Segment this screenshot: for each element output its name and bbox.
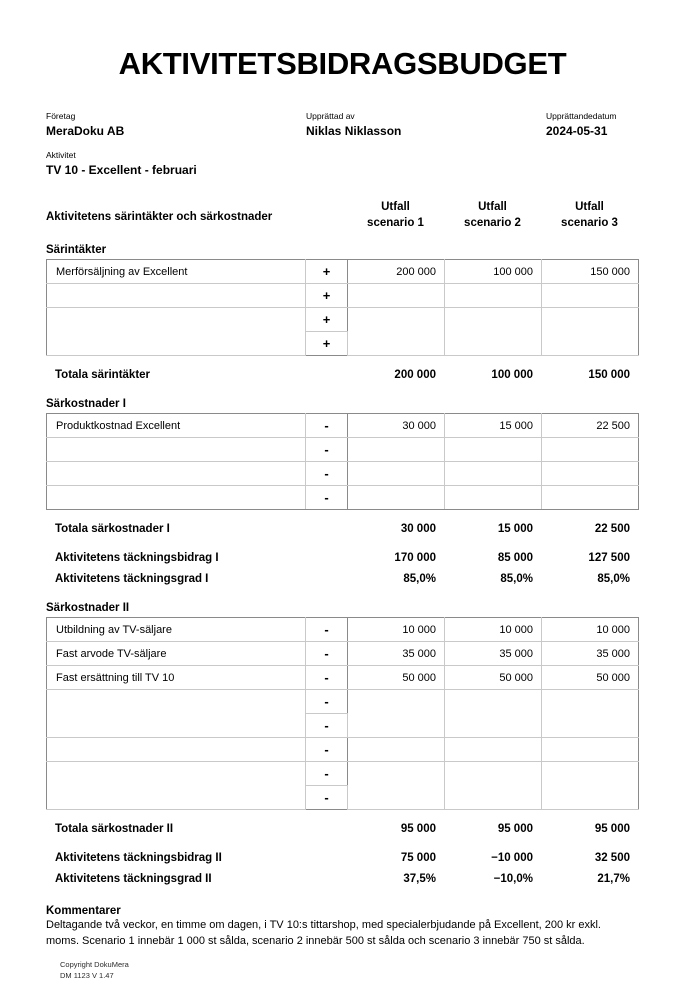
row-value-scenario-2[interactable]: 35 000: [445, 642, 542, 666]
row-description[interactable]: Fast arvode TV-säljare: [47, 642, 306, 666]
row-description[interactable]: [47, 308, 306, 356]
row-description[interactable]: [47, 438, 306, 462]
contribution-2-scenario-1: 75 000: [400, 851, 436, 864]
row-value-scenario-1[interactable]: [348, 308, 445, 356]
row-sign: -: [306, 738, 348, 762]
row-description[interactable]: [47, 762, 306, 810]
date-value: 2024-05-31: [546, 123, 608, 138]
total-costs-1-scenario-3: 22 500: [594, 522, 630, 535]
contribution-2-row: [46, 847, 639, 868]
metadata-author: [306, 111, 546, 139]
contribution-1-scenario-3: 127 500: [588, 551, 630, 564]
footer-document-id: DM 1123 V 1.47: [60, 971, 114, 981]
row-value-scenario-3[interactable]: 150 000: [542, 260, 639, 284]
metadata-row-activity: [46, 150, 639, 178]
margin-1-label: Aktivitetens täckningsgrad I: [55, 572, 209, 585]
row-sign: -: [306, 762, 348, 786]
column-header-scenario-1: [347, 200, 444, 231]
revenues-table: [46, 259, 639, 356]
table-row[interactable]: [47, 414, 639, 438]
row-value-scenario-3[interactable]: [542, 308, 639, 356]
margin-1-scenario-2: 85,0%: [500, 572, 533, 585]
total-costs-1-label: Totala särkostnader I: [55, 522, 170, 535]
row-value-scenario-2[interactable]: [445, 762, 542, 810]
margin-1-scenario-1: 85,0%: [403, 572, 436, 585]
table-row[interactable]: [47, 284, 639, 308]
costs-2-table: [46, 617, 639, 810]
margin-2-label: Aktivitetens täckningsgrad II: [55, 872, 212, 885]
total-costs-2-scenario-2: 95 000: [497, 822, 533, 835]
comments-section: [46, 905, 639, 949]
row-value-scenario-2[interactable]: [445, 462, 542, 486]
row-description[interactable]: Fast ersättning till TV 10: [47, 666, 306, 690]
margin-2-row: [46, 868, 639, 889]
column-header-scenario-2: [444, 200, 541, 231]
margin-1-scenario-3: 85,0%: [597, 572, 630, 585]
metadata-date: [546, 111, 639, 139]
costs-1-table: [46, 413, 639, 510]
metadata-row-primary: [46, 111, 639, 139]
row-value-scenario-1[interactable]: [348, 438, 445, 462]
row-value-scenario-2[interactable]: [445, 438, 542, 462]
table-row[interactable]: [47, 762, 639, 786]
total-costs-1-scenario-2: 15 000: [497, 522, 533, 535]
row-sign: -: [306, 462, 348, 486]
total-costs-2-label: Totala särkostnader II: [55, 822, 174, 835]
scenario-1-line2: scenario 1: [367, 216, 424, 229]
row-value-scenario-3[interactable]: 50 000: [542, 666, 639, 690]
row-sign: -: [306, 714, 348, 738]
row-value-scenario-1[interactable]: [348, 738, 445, 762]
total-revenues-scenario-1: 200 000: [394, 368, 436, 381]
row-sign: +: [306, 332, 348, 356]
author-label: Upprättad av: [306, 110, 355, 121]
total-revenues-scenario-3: 150 000: [588, 368, 630, 381]
total-revenues-label: Totala särintäkter: [55, 368, 151, 381]
section-label-revenues: Särintäkter: [46, 244, 107, 257]
total-costs-2-row: [46, 818, 639, 839]
row-value-scenario-3[interactable]: [542, 284, 639, 308]
row-value-scenario-3[interactable]: [542, 462, 639, 486]
row-value-scenario-1[interactable]: 35 000: [348, 642, 445, 666]
row-value-scenario-1[interactable]: [348, 284, 445, 308]
section-label-costs-2: Särkostnader II: [46, 602, 130, 615]
row-sign: -: [306, 486, 348, 510]
company-label: Företag: [46, 110, 76, 121]
margin-2-scenario-3: 21,7%: [597, 872, 630, 885]
row-sign: -: [306, 642, 348, 666]
footer: [60, 960, 129, 982]
row-description[interactable]: [47, 462, 306, 486]
table-row[interactable]: [47, 462, 639, 486]
row-sign: -: [306, 786, 348, 810]
row-description[interactable]: [47, 690, 306, 738]
column-header-scenario-3: [541, 200, 638, 231]
row-sign: +: [306, 284, 348, 308]
total-costs-2-scenario-1: 95 000: [400, 822, 436, 835]
scenario-3-line1: Utfall: [575, 201, 604, 214]
table-row[interactable]: [47, 642, 639, 666]
row-value-scenario-3[interactable]: 35 000: [542, 642, 639, 666]
row-value-scenario-1[interactable]: [348, 690, 445, 738]
row-value-scenario-1[interactable]: [348, 462, 445, 486]
page-title: AKTIVITETSBIDRAGSBUDGET: [118, 46, 567, 81]
row-sign: -: [306, 438, 348, 462]
row-value-scenario-3[interactable]: 22 500: [542, 414, 639, 438]
row-sign: -: [306, 690, 348, 714]
contribution-1-row: [46, 547, 639, 568]
footer-copyright: Copyright DokuMera: [60, 960, 129, 970]
activity-label: Aktivitet: [46, 149, 76, 160]
row-value-scenario-1[interactable]: [348, 486, 445, 510]
row-value-scenario-1[interactable]: [348, 762, 445, 810]
margin-2-scenario-1: 37,5%: [403, 872, 436, 885]
contribution-2-scenario-3: 32 500: [594, 851, 630, 864]
table-header-title: Aktivitetens särintäkter och särkostnader: [46, 211, 273, 224]
contribution-2-label: Aktivitetens täckningsbidrag II: [55, 851, 222, 864]
comments-body[interactable]: Deltagande två veckor, en timme om dagen, i TV 10:s tittarshop, med specialerbjudande på Excellent, 200 kr exkl. moms. Scenario 1 innebär 1 000 st sålda, scenario 2 innebär 500 st sålda och scenario 3 innebär 750 st sålda.: [46, 919, 601, 947]
row-description[interactable]: [47, 486, 306, 510]
row-value-scenario-1[interactable]: 10 000: [348, 618, 445, 642]
scenario-3-line2: scenario 3: [561, 216, 618, 229]
row-value-scenario-2[interactable]: 100 000: [445, 260, 542, 284]
total-revenues-scenario-2: 100 000: [491, 368, 533, 381]
row-sign: -: [306, 414, 348, 438]
contribution-1-label: Aktivitetens täckningsbidrag I: [55, 551, 219, 564]
row-value-scenario-2[interactable]: [445, 308, 542, 356]
contribution-1-scenario-1: 170 000: [394, 551, 436, 564]
row-value-scenario-3[interactable]: 10 000: [542, 618, 639, 642]
scenario-2-line2: scenario 2: [464, 216, 521, 229]
section-label-costs-1: Särkostnader I: [46, 398, 126, 411]
margin-1-row: [46, 568, 639, 589]
row-sign: -: [306, 618, 348, 642]
row-value-scenario-2[interactable]: 50 000: [445, 666, 542, 690]
margin-2-scenario-2: −10,0%: [493, 872, 533, 885]
table-column-headers: [46, 200, 639, 231]
contribution-2-scenario-2: −10 000: [491, 851, 533, 864]
row-value-scenario-1[interactable]: 50 000: [348, 666, 445, 690]
author-value: Niklas Niklasson: [306, 123, 402, 138]
row-value-scenario-2[interactable]: [445, 486, 542, 510]
table-row[interactable]: [47, 666, 639, 690]
row-value-scenario-3[interactable]: [542, 438, 639, 462]
row-value-scenario-2[interactable]: 15 000: [445, 414, 542, 438]
comments-title: Kommentarer: [46, 905, 121, 918]
total-costs-1-row: [46, 518, 639, 539]
date-label: Upprättandedatum: [546, 110, 617, 121]
metadata-activity: [46, 150, 306, 178]
row-description[interactable]: [47, 284, 306, 308]
row-sign: +: [306, 308, 348, 332]
scenario-1-line1: Utfall: [381, 201, 410, 214]
table-row[interactable]: [47, 690, 639, 714]
metadata-company: [46, 111, 306, 139]
row-value-scenario-2[interactable]: 10 000: [445, 618, 542, 642]
table-row[interactable]: [47, 308, 639, 332]
row-description[interactable]: Produktkostnad Excellent: [47, 414, 306, 438]
row-value-scenario-1[interactable]: 200 000: [348, 260, 445, 284]
row-value-scenario-3[interactable]: [542, 762, 639, 810]
row-value-scenario-3[interactable]: [542, 738, 639, 762]
row-value-scenario-3[interactable]: [542, 690, 639, 738]
row-value-scenario-2[interactable]: [445, 690, 542, 738]
row-sign: -: [306, 666, 348, 690]
activity-value: TV 10 - Excellent - februari: [46, 162, 197, 177]
row-value-scenario-3[interactable]: [542, 486, 639, 510]
table-row[interactable]: [47, 738, 639, 762]
total-costs-2-scenario-3: 95 000: [594, 822, 630, 835]
row-description[interactable]: Utbildning av TV-säljare: [47, 618, 306, 642]
table-row[interactable]: [47, 260, 639, 284]
row-value-scenario-2[interactable]: [445, 284, 542, 308]
table-row[interactable]: [47, 618, 639, 642]
total-revenues-row: [46, 364, 639, 385]
scenario-2-line1: Utfall: [478, 201, 507, 214]
row-sign: +: [306, 260, 348, 284]
row-description[interactable]: [47, 738, 306, 762]
company-value: MeraDoku AB: [46, 123, 125, 138]
contribution-1-scenario-2: 85 000: [497, 551, 533, 564]
row-value-scenario-1[interactable]: 30 000: [348, 414, 445, 438]
row-value-scenario-2[interactable]: [445, 738, 542, 762]
table-row[interactable]: [47, 486, 639, 510]
total-costs-1-scenario-1: 30 000: [400, 522, 436, 535]
row-description[interactable]: Merförsäljning av Excellent: [47, 260, 306, 284]
table-row[interactable]: [47, 438, 639, 462]
